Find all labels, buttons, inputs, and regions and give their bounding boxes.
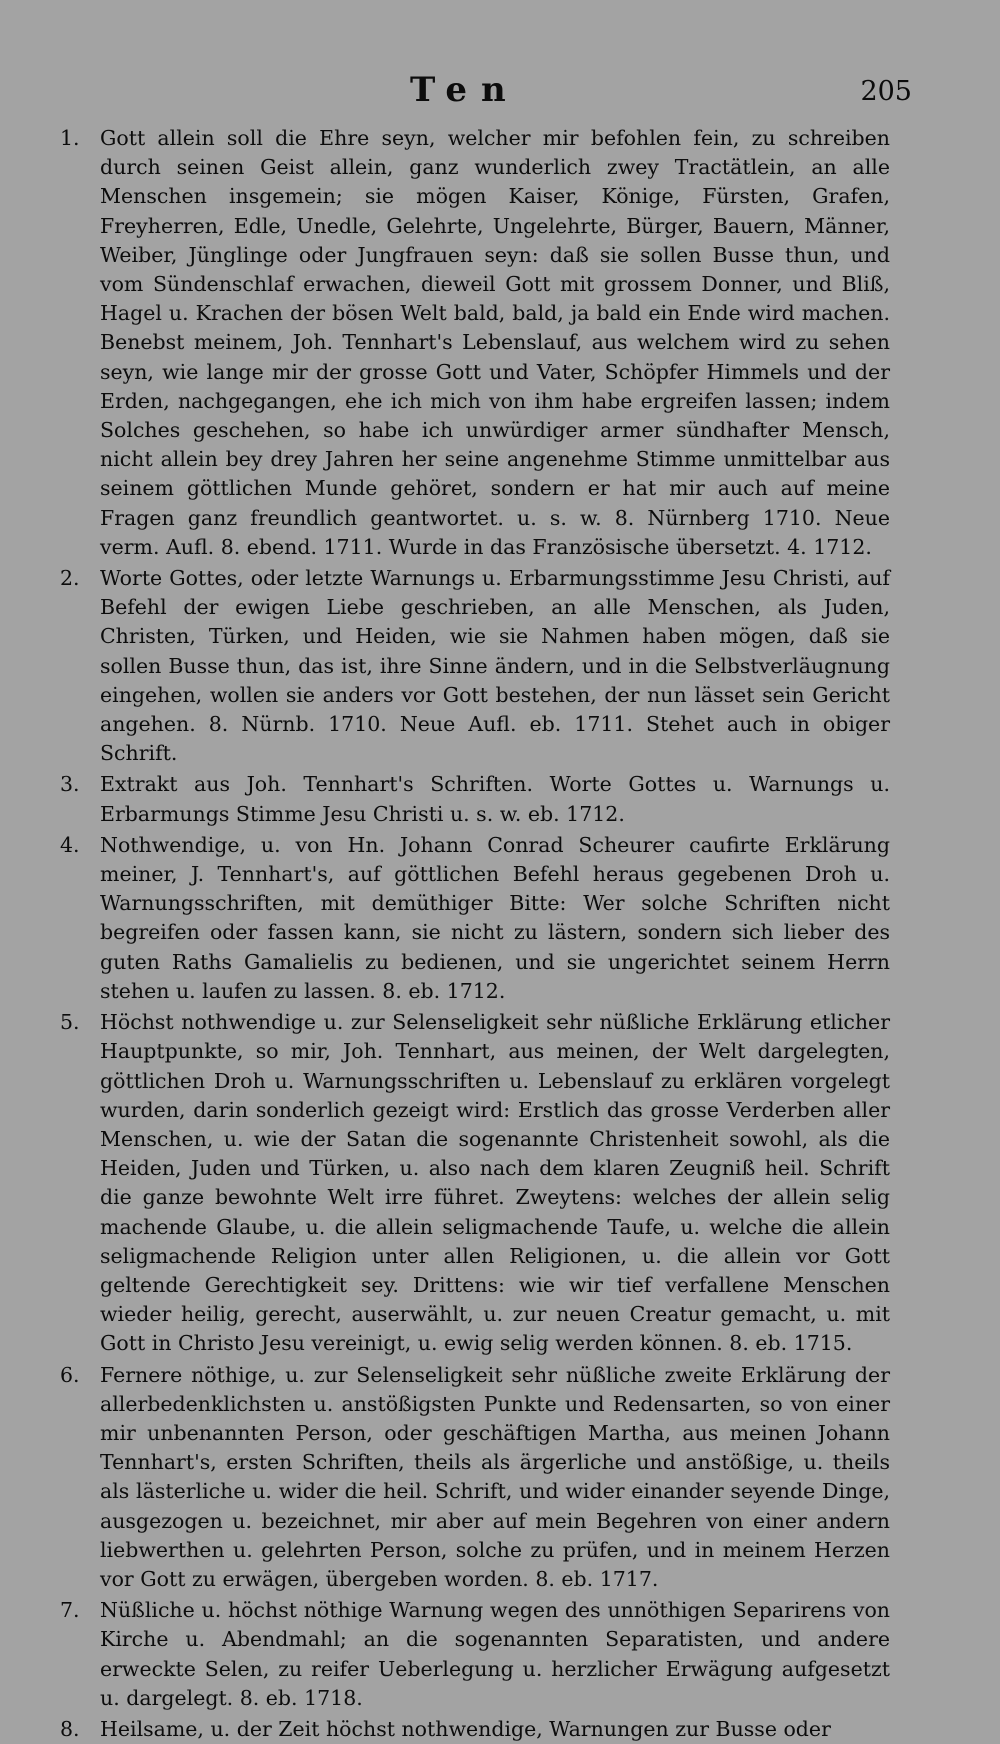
- list-item: [60, 1361, 890, 1595]
- entry-number: 6.: [60, 1362, 80, 1387]
- entry-text: Gott allein soll die Ehre seyn, welcher mir befohlen fein, zu schreiben durch seinen Geist allein, ganz wunderlich zwey Tractätlein, an alle Menschen insgemein; sie mögen Kaiser, Könige, Fürsten, Grafen, Freyherren, Edle, Unedle, Gelehrte, Ungelehrte, Bürger, Bauern, Männer, Weiber, Jünglinge oder Jungfrauen seyn: daß sie sollen Busse thun, und vom Sündenschlaf erwachen, dieweil Gott mit grossem Donner, und Bliß, Hagel u. Krachen der bösen Welt bald, bald, ja bald ein Ende wird machen. Benebst meinem, Joh. Tennhart's Lebenslauf, aus welchem wird zu sehen seyn, wie lange mir der grosse Gott und Vater, Schöpfer Himmels und der Erden, nachgegangen, ehe ich mich von ihm habe ergreifen lassen; indem Solches geschehen, so habe ich unwürdiger armer sündhafter Mensch, nicht allein bey drey Jahren her seine angenehme Stimme unmittelbar aus seinem göttlichen Munde gehöret, sondern er hat mir auch auf meine Fragen ganz freundlich geantwortet. u. s. w. 8. Nürnberg 1710. Neue verm. Aufl. 8. ebend. 1711. Wurde in das Französische übersetzt. 4. 1712.: [100, 126, 890, 559]
- list-item: [60, 1008, 890, 1358]
- entry-text: Nothwendige, u. von Hn. Johann Conrad Scheurer caufirte Erklärung meiner, J. Tennhart's, auf göttlichen Befehl heraus gegebenen Droh u. Warnungsschriften, mit demüthiger Bitte: Wer solche Schriften nicht begreifen oder fassen kann, sie nicht zu lästern, sondern sich lieber des guten Raths Gamalielis zu bedienen, und sie ungerichtet seinem Herrn stehen u. laufen zu lassen. 8. eb. 1712.: [100, 832, 890, 1003]
- list-item: [60, 1596, 890, 1713]
- entry-text: Heilsame, u. der Zeit höchst nothwendige, Warnungen zur Busse oder: [100, 1716, 831, 1741]
- entry-text: Worte Gottes, oder letzte Warnungs u. Erbarmungsstimme Jesu Christi, auf Befehl der ewigen Liebe geschrieben, an alle Menschen, als Juden, Christen, Türken, und Heiden, wie sie Nahmen haben mögen, daß sie sollen Busse thun, das ist, ihre Sinne ändern, und in die Selbstverläugnung eingehen, wollen sie anders vor Gott bestehen, der nun lässet sein Gericht angehen. 8. Nürnb. 1710. Neue Aufl. eb. 1711. Stehet auch in obiger Schrift.: [100, 566, 890, 766]
- entry-text: Fernere nöthige, u. zur Selenseligkeit sehr nüßliche zweite Erklärung der allerbedenklichsten u. anstößigsten Punkte und Redensarten, so von einer mir unbenannten Person, oder geschäftigen Martha, aus meinen Johann Tennhart's, ersten Schriften, theils als ärgerliche und anstößige, u. theils als lästerliche u. wider die heil. Schrift, und wider einander seyende Dinge, ausgezogen u. bezeichnet, mir aber auf mein Begehren von einer andern liebwerthen u. gelehrten Person, solche zu prüfen, und in meinem Herzen vor Gott zu erwägen, übergeben worden. 8. eb. 1717.: [100, 1362, 890, 1591]
- entry-number: 8.: [60, 1716, 80, 1741]
- entry-number: 1.: [60, 126, 80, 150]
- list-item: [60, 831, 890, 1006]
- list-item: [60, 124, 890, 562]
- list-item: [60, 564, 890, 768]
- page-number: 205: [860, 76, 912, 107]
- entry-text: Nüßliche u. höchst nöthige Warnung wegen des unnöthigen Separirens von Kirche u. Abendmahl; an die sogenannten Separatisten, und andere erweckte Selen, zu reifer Ueberlegung u. herzlicher Erwägung aufgesetzt u. dargelegt. 8. eb. 1718.: [100, 1598, 890, 1710]
- entry-number: 7.: [60, 1598, 80, 1623]
- running-head: Ten: [410, 70, 520, 110]
- page-header: [60, 70, 912, 110]
- entry-number: 3.: [60, 772, 80, 797]
- entry-number: 4.: [60, 832, 80, 857]
- list-item: [60, 770, 890, 828]
- list-item: [60, 1715, 890, 1744]
- entry-number: 5.: [60, 1010, 80, 1035]
- entry-number: 2.: [60, 566, 80, 591]
- entry-text: Extrakt aus Joh. Tennhart's Schriften. Worte Gottes u. Warnungs u. Erbarmungs Stimme Jesu Christi u. s. w. eb. 1712.: [100, 772, 890, 826]
- entry-text: Höchst nothwendige u. zur Selenseligkeit sehr nüßliche Erklärung etlicher Hauptpunkte, so mir, Joh. Tennhart, aus meinen, der Welt dargelegten, göttlichen Droh u. Warnungsschriften u. Lebenslauf zu erklären vorgelegt wurden, darin sonderlich gezeigt wird: Erstlich das grosse Verderben aller Menschen, u. wie der Satan die sogenannte Christenheit sowohl, als die Heiden, Juden und Türken, u. also nach dem klaren Zeugniß heil. Schrift die ganze bewohnte Welt irre führet. Zweytens: welches der allein selig machende Glaube, u. die allein seligmachende Taufe, u. welche die allein seligmachende Religion unter allen Religionen, u. die allein vor Gott geltende Gerechtigkeit sey. Drittens: wie wir tief verfallene Menschen wieder heilig, gerecht, auserwählt, u. zur neuen Creatur gemacht, u. mit Gott in Christo Jesu vereinigt, u. ewig selig werden können. 8. eb. 1715.: [100, 1010, 890, 1356]
- bibliography-list: [60, 124, 890, 1744]
